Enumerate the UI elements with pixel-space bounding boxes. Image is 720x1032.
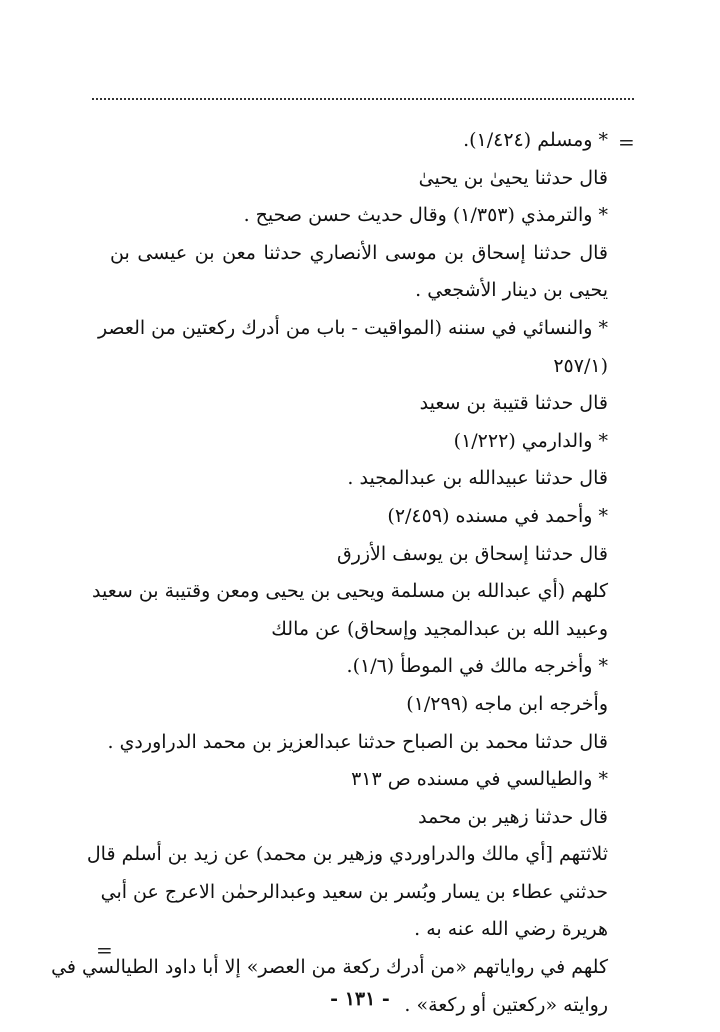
text-line: قال حدثنا قتيبة بن سعيد xyxy=(419,392,608,415)
text-line: قال حدثنا زهير بن محمد xyxy=(418,805,608,828)
text-line: وأخرجه ابن ماجه (١/٢٩٩) xyxy=(406,692,608,715)
text-line: وعبيد الله بن عبدالمجيد وإسحاق) عن مالك xyxy=(271,617,608,640)
text-line: (٢٥٧/١ xyxy=(553,354,608,377)
text-line: * وأخرجه مالك في الموطأ (١/٦). xyxy=(346,655,608,678)
text-line: * ومسلم (١/٤٢٤). xyxy=(463,129,608,151)
body-text xyxy=(51,122,608,1024)
text-line: كلهم في رواياتهم «من أدرك ركعة من العصر» إلا أبا داود الطيالسي في xyxy=(51,956,608,979)
text-line: حدثني عطاء بن يسار وبُسر بن سعيد وعبدالرحمٰن الاعرج عن أبي xyxy=(100,880,608,903)
text-line: قال حدثنا يحيىٰ بن يحيىٰ xyxy=(418,166,608,189)
text-line: * والترمذي (١/٣٥٣) وقال حديث حسن صحيح . xyxy=(243,204,608,227)
text-line: قال حدثنا عبيدالله بن عبدالمجيد . xyxy=(347,467,608,490)
continuation-marker-bottom: = xyxy=(96,938,113,962)
text-line: * وأحمد في مسنده (٢/٤٥٩) xyxy=(387,504,608,527)
continuation-marker-top: = xyxy=(618,130,635,154)
text-line: ثلاثتهم [أي مالك والدراوردي وزهير بن محمد) عن زيد بن أسلم قال xyxy=(86,843,608,866)
text-line: * والدارمي (١/٢٢٢) xyxy=(453,429,608,452)
text-line: قال حدثنا إسحاق بن يوسف الأزرق xyxy=(336,542,608,565)
text-line: * والطيالسي في مسنده ص ٣١٣ xyxy=(351,768,608,791)
text-line: هريرة رضي الله عنه به . xyxy=(414,918,608,941)
text-line: قال حدثنا إسحاق بن موسى الأنصاري حدثنا معن بن عيسى بن xyxy=(110,241,608,264)
text-line: يحيى بن دينار الأشجعي . xyxy=(415,279,608,302)
text-line: روايته «ركعتين أو ركعة» . xyxy=(404,993,608,1016)
page-number: - ١٣١ - xyxy=(330,988,390,1010)
top-dotted-rule xyxy=(92,98,634,100)
text-line: كلهم (أي عبدالله بن مسلمة ويحيى بن يحيى ومعن وقتيبة بن سعيد xyxy=(91,580,608,603)
text-line: قال حدثنا محمد بن الصباح حدثنا عبدالعزيز بن محمد الدراوردي . xyxy=(107,730,608,753)
text-line: * والنسائي في سننه (المواقيت - باب من أدرك ركعتين من العصر xyxy=(97,316,608,339)
